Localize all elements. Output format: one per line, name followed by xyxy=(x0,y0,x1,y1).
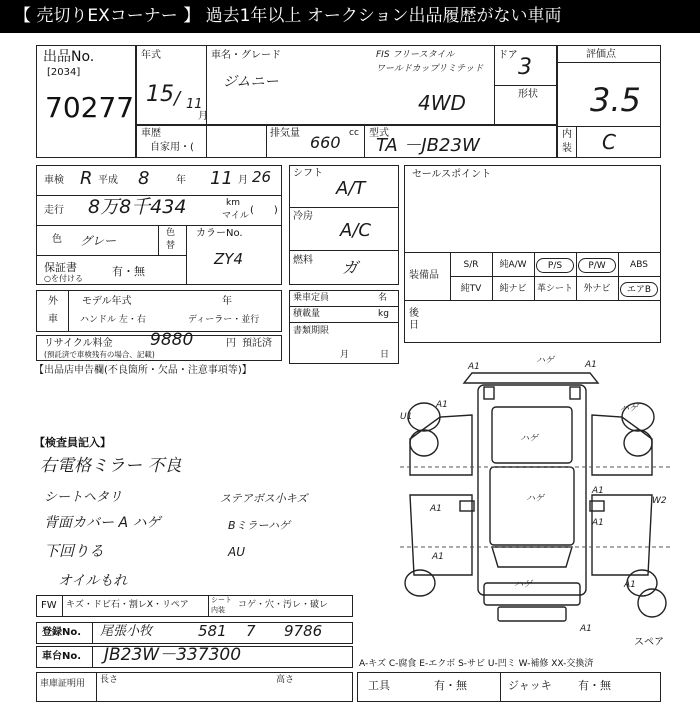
recycle-status: 預託済 xyxy=(242,338,272,349)
wheel-right-mid xyxy=(624,430,652,456)
fw-text: キズ・ドビ石・割レX・リペア xyxy=(66,600,189,610)
mark-15: A1 xyxy=(624,580,636,590)
shape-label: 形状 xyxy=(518,89,538,100)
equip-ps: P/S xyxy=(536,258,574,273)
lot-box xyxy=(36,45,136,158)
remarks-header: 【出品店申告欄(不良箇所・欠品・注意事項等)】 xyxy=(34,365,252,376)
spare-label: スペア xyxy=(634,637,664,648)
mileage-unit-mile: マイル xyxy=(222,211,249,221)
tools-options: 有・無 xyxy=(434,679,467,692)
capacity-unit: 名 xyxy=(378,293,388,303)
rear-label: 後日 xyxy=(409,308,419,331)
mark-2: ハゲ xyxy=(536,356,555,366)
displacement-value: 660 xyxy=(310,133,341,152)
mark-11: ハゲ xyxy=(526,494,545,504)
jack-options: 有・無 xyxy=(578,679,611,692)
equip-sr: S/R xyxy=(463,260,479,270)
warranty-sub: ○を付ける xyxy=(44,274,83,283)
fuel-label: 燃料 xyxy=(293,255,313,266)
equip-navi: 純ナビ xyxy=(499,284,527,294)
equip-alloy: 純A/W xyxy=(499,260,527,270)
equip-ext-navi: 外ナビ xyxy=(583,284,611,294)
lot-small-code: [2034] xyxy=(47,67,81,78)
lot-label: 出品No. xyxy=(43,49,95,65)
color-value: グレー xyxy=(80,234,117,248)
import-label-1: 外 xyxy=(48,296,58,307)
inspection-era-mark: R xyxy=(80,168,93,189)
mileage-paren: ( ) xyxy=(250,205,278,216)
car-grade-line1: FIS フリースタイル xyxy=(376,50,455,60)
mark-8: ハゲ xyxy=(520,434,539,444)
interior-value: C xyxy=(602,130,616,154)
damage-legend: A-キズ C-腐食 E-エクボ S-サビ U-凹ミ W-補修 XX-交換済 xyxy=(359,659,594,669)
inspection-year-unit: 年 xyxy=(176,175,186,186)
mark-13: A1 xyxy=(432,552,444,562)
mark-5: A1 xyxy=(436,400,448,410)
color-change-label-1: 色 xyxy=(166,228,176,238)
page-header: 【 売切りEXコーナー 】 過去1年以上 オークション出品履歴がない車両 xyxy=(0,0,700,33)
color-change-label-2: 替 xyxy=(166,241,176,251)
ac-value: A/C xyxy=(340,220,371,241)
inspector-line-5: オイルもれ xyxy=(58,573,128,589)
rear-lamp-right xyxy=(570,387,580,399)
inspector-line-2a: シートヘタリ xyxy=(44,490,123,505)
sales-equipment-box xyxy=(404,165,661,343)
rear-lamp-left xyxy=(484,387,494,399)
mark-3: A1 xyxy=(585,360,597,370)
wheel-left-front xyxy=(405,570,435,596)
fw-seat-label-1: シート xyxy=(211,596,232,604)
spoiler-outline xyxy=(464,373,598,383)
import-dealer: ディーラー・並行 xyxy=(188,315,260,325)
registration-num-3: 9786 xyxy=(284,622,323,640)
mileage-label: 走行 xyxy=(44,205,64,216)
fw-seat-label-2: 内装 xyxy=(211,606,225,614)
left-rear-side xyxy=(410,415,472,475)
mark-1: A1 xyxy=(468,362,480,372)
interior-label-1: 内 xyxy=(562,129,572,140)
car-diagram xyxy=(380,355,680,660)
score-value: 3.5 xyxy=(590,81,641,119)
lot-number: 70277 xyxy=(45,91,135,124)
displacement-label: 排気量 xyxy=(270,128,300,139)
usage-row xyxy=(136,125,557,158)
fuel-value: ガ xyxy=(342,258,359,277)
inspector-line-1: 右電格ミラー 不良 xyxy=(40,456,182,476)
inspector-line-4a: 下回りる xyxy=(44,542,105,560)
inspector-line-2b: ステアボス小キズ xyxy=(220,492,308,505)
inspection-year: 8 xyxy=(138,168,150,189)
year-label: 年式 xyxy=(141,50,161,61)
usage-label: 車歴 xyxy=(141,128,161,139)
registration-num-2: 7 xyxy=(246,622,256,640)
inspection-month-unit: 月 xyxy=(238,175,248,186)
wheel-left-mid xyxy=(410,430,438,456)
capacity-label: 乗車定員 xyxy=(293,293,330,303)
warranty-label: 保証書 xyxy=(44,261,77,274)
garage-length: 長さ xyxy=(100,675,119,685)
fw-seat-text: コゲ・穴・汚レ・破レ xyxy=(238,600,329,610)
import-year-unit: 年 xyxy=(222,296,232,307)
registration-num-1: 581 xyxy=(198,622,227,640)
year-era: 15 xyxy=(146,82,174,107)
chassis-value: JB23W－337300 xyxy=(104,645,242,665)
import-handle: ハンドル 左・右 xyxy=(80,315,146,325)
shift-value: A/T xyxy=(336,178,366,199)
recycle-unit: 円 xyxy=(226,338,236,349)
sales-point-label: セールスポイント xyxy=(412,169,492,180)
interior-label-2: 装 xyxy=(562,143,572,154)
model-label: 型式 xyxy=(369,128,389,139)
garage-label: 車庫証明用 xyxy=(40,679,86,689)
import-box xyxy=(36,290,282,332)
inspector-line-3a: 背面カバー A ハゲ xyxy=(44,515,161,531)
mileage-value: 8万8千434 xyxy=(88,196,187,218)
import-label-2: 車 xyxy=(48,314,58,325)
fw-label: FW xyxy=(41,600,57,611)
equip-airbag: エアB xyxy=(620,282,658,297)
year-slash: / xyxy=(174,88,181,109)
inspection-era: 平成 xyxy=(98,175,118,186)
recycle-value: 9880 xyxy=(150,330,194,350)
registration-place: 尾張小牧 xyxy=(100,624,153,639)
mark-12: A1 xyxy=(592,518,604,528)
displacement-unit: cc xyxy=(349,128,359,138)
docs-unit-2: 日 xyxy=(380,350,390,360)
car-drive: 4WD xyxy=(418,91,466,115)
car-name: ジムニー xyxy=(223,74,279,90)
equip-leather: 革シート xyxy=(536,284,573,294)
chassis-label: 車台No. xyxy=(42,651,82,662)
doors-value: 3 xyxy=(518,55,532,80)
equip-pw: P/W xyxy=(578,258,616,273)
registration-label: 登録No. xyxy=(42,627,82,638)
inspector-line-3b: Bミラーハゲ xyxy=(228,519,290,532)
inspection-day: 26 xyxy=(252,168,272,186)
windshield-outline xyxy=(492,547,572,567)
recycle-note: (預託済で車検残有の場合、記載) xyxy=(44,350,155,359)
warranty-options: 有・無 xyxy=(112,265,145,278)
jack-label: ジャッキ xyxy=(508,679,552,692)
mark-4: U1 xyxy=(400,412,413,422)
mark-10: A1 xyxy=(430,504,442,514)
score-label: 評価点 xyxy=(586,49,616,60)
load-label: 積載量 xyxy=(293,309,321,319)
load-unit: kg xyxy=(378,309,389,319)
mileage-unit-km: km xyxy=(226,198,240,208)
shift-label: シフト xyxy=(293,168,323,179)
mark-9: A1 xyxy=(592,486,604,496)
recycle-label: リサイクル料金 xyxy=(44,338,113,349)
inspection-month: 11 xyxy=(210,168,233,189)
score-box xyxy=(557,45,661,158)
car-grade-line2: ワールドカップリミテッド xyxy=(376,64,484,74)
garage-height: 高さ xyxy=(276,675,295,685)
tools-label: 工具 xyxy=(368,679,390,692)
ac-label: 冷房 xyxy=(293,211,313,222)
equip-tv: 純TV xyxy=(460,284,482,294)
right-rear-side xyxy=(592,415,652,475)
equip-abs: ABS xyxy=(630,260,648,270)
inspection-label: 車検 xyxy=(44,175,64,186)
doors-label: ドア xyxy=(498,50,518,61)
color-code-label: カラーNo. xyxy=(196,228,243,239)
body-outline xyxy=(478,385,586,595)
inspector-line-4b: AU xyxy=(228,545,245,559)
mark-6: ハゲ xyxy=(620,404,639,414)
grille-outline xyxy=(498,607,566,621)
docs-unit: 月 xyxy=(340,350,350,360)
year-month: 11 xyxy=(186,97,203,112)
usage-value: 自家用・( xyxy=(150,142,194,153)
right-front-side xyxy=(592,495,652,575)
car-label: 車名・グレード xyxy=(211,50,281,61)
equipment-label: 装備品 xyxy=(409,270,439,281)
inspector-header: 【検査員記入】 xyxy=(34,436,111,449)
model-value: TA －JB23W xyxy=(376,135,480,156)
roof-outline xyxy=(490,467,574,545)
color-code: ZY4 xyxy=(214,250,243,268)
mark-14: ハゲ xyxy=(514,580,533,590)
docs-label: 書類期限 xyxy=(293,326,330,336)
import-model-year-label: モデル年式 xyxy=(82,296,132,307)
mark-7: W2 xyxy=(652,496,667,506)
color-label: 色 xyxy=(52,234,62,245)
year-unit: 月 xyxy=(198,111,208,122)
mark-16: A1 xyxy=(580,624,592,634)
